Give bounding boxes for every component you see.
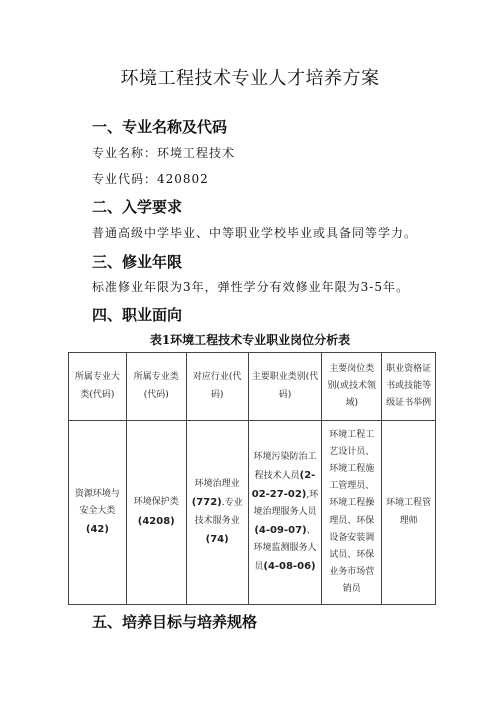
table-caption: 表1环境工程技术专业职业岗位分析表 — [149, 333, 351, 347]
major-name: 专业名称：环境工程技术 — [92, 146, 236, 160]
admission-requirement: 普通高级中学毕业、中等职业学校毕业或具备同等学力。 — [92, 226, 418, 240]
header-position: 主要岗位类别(或技术领域) — [322, 353, 382, 421]
cell-industry: 环境治理业(772).专业技术服务业(74) — [186, 421, 248, 605]
major-code: 专业代码：420802 — [92, 172, 209, 186]
header-major-category: 所属专业大类(代码) — [69, 353, 127, 421]
header-industry: 对应行业(代码) — [186, 353, 248, 421]
header-occupation: 主要职业类别(代码) — [248, 353, 322, 421]
cell-occupation: 环境污染防治工程技术人员(2-02-27-02),环境治理服务人员(4-09-07)、环境监测服务人员(4-08-06) — [248, 421, 322, 605]
section-heading-1: 一、专业名称及代码 — [92, 118, 228, 136]
cell-certificate: 环境工程管理师 — [382, 421, 436, 605]
table-row — [69, 421, 436, 605]
study-duration: 标准修业年限为3年，弹性学分有效修业年限为3-5年。 — [92, 280, 409, 294]
cell-major-class: 环境保护类(4208) — [126, 421, 186, 605]
section-heading-5: 五、培养目标与培养规格 — [92, 613, 258, 631]
cell-position: 环境工程工艺设计员、环境工程施工管理员、环境工程操理员、环保设备安装调试员、环保业务市场营销员 — [322, 421, 382, 605]
section-heading-3: 三、修业年限 — [92, 253, 183, 271]
job-analysis-table — [68, 352, 436, 605]
section-heading-4: 四、职业面向 — [92, 306, 183, 324]
header-certificate: 职业资格证书或技能等级证书举例 — [382, 353, 436, 421]
section-heading-2: 二、入学要求 — [92, 198, 183, 216]
header-major-class: 所属专业类(代码) — [126, 353, 186, 421]
table-header-row — [69, 353, 436, 421]
document-title: 环境工程技术专业人才培养方案 — [120, 68, 380, 89]
cell-major-category: 资源环境与安全大类(42) — [69, 421, 127, 605]
